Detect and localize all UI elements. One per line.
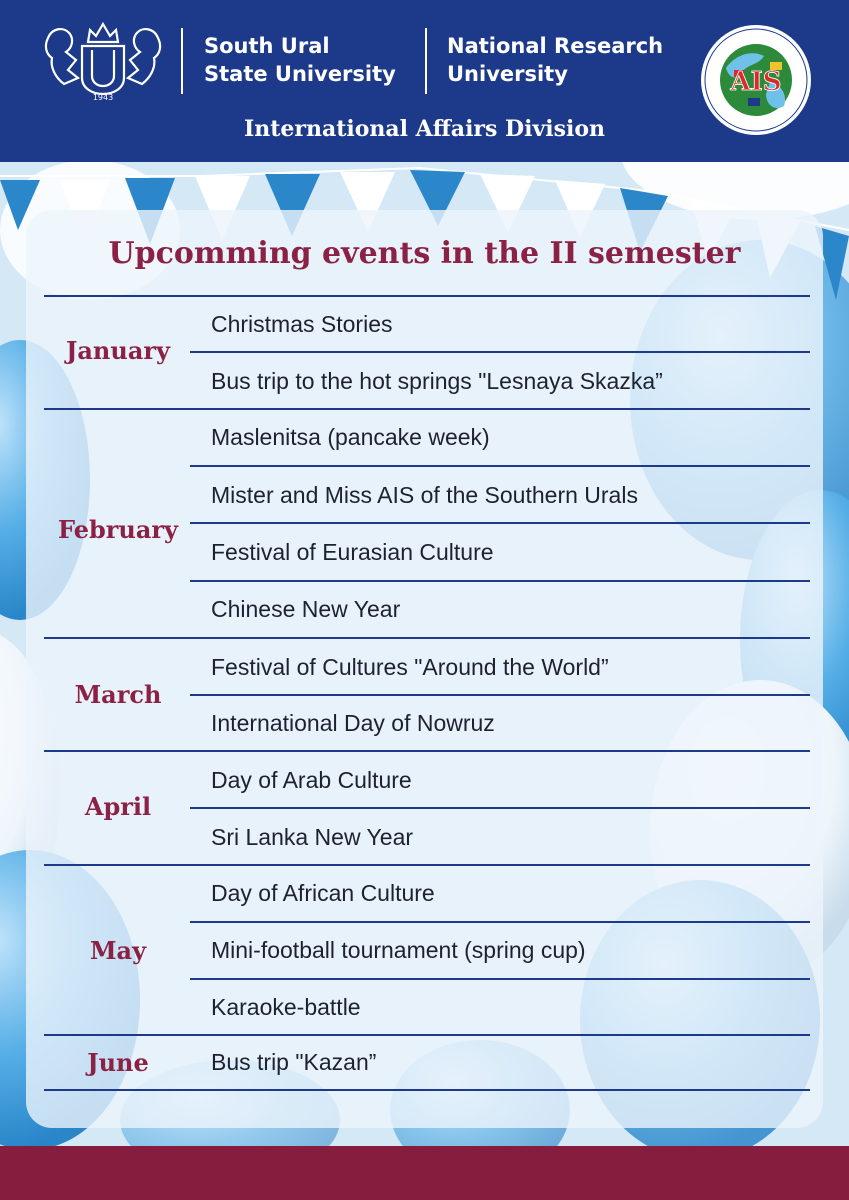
- event-item: Chinese New Year: [211, 596, 401, 622]
- event-item: Mini-football tournament (spring cup): [211, 937, 586, 963]
- event-item: Christmas Stories: [211, 311, 393, 337]
- susu-year: 1943: [92, 93, 114, 102]
- month-april: April: [84, 792, 152, 821]
- month-january: January: [66, 336, 170, 365]
- event-separator: [190, 694, 810, 696]
- event-separator: [190, 351, 810, 353]
- header-divider: [181, 28, 183, 94]
- event-item: Festival of Cultures "Around the World”: [211, 654, 609, 680]
- event-item: Day of Arab Culture: [211, 767, 412, 793]
- event-separator: [190, 465, 810, 467]
- event-separator: [190, 978, 810, 980]
- event-item: Bus trip to the hot springs "Lesnaya Skazka”: [211, 368, 663, 394]
- university-name: [204, 32, 396, 88]
- research-university: [447, 32, 663, 88]
- month-february: February: [57, 515, 178, 544]
- event-separator: [190, 580, 810, 582]
- university-name-line2: State University: [204, 62, 396, 86]
- event-item: Karaoke-battle: [211, 994, 361, 1020]
- event-separator: [190, 807, 810, 809]
- month-separator: [44, 1089, 810, 1091]
- research-line2: University: [447, 62, 568, 86]
- svg-text:AIS: AIS: [730, 67, 782, 97]
- month-separator: [44, 295, 810, 297]
- event-item: Mister and Miss AIS of the Southern Urals: [211, 482, 638, 508]
- research-line1: National Research: [447, 34, 664, 58]
- event-item: Festival of Eurasian Culture: [211, 539, 494, 565]
- event-item: International Day of Nowruz: [211, 710, 495, 736]
- month-separator: [44, 408, 810, 410]
- university-name-line1: South Ural: [204, 34, 330, 58]
- event-item: Bus trip "Kazan”: [211, 1049, 377, 1075]
- month-may: May: [89, 936, 147, 965]
- month-separator: [44, 637, 810, 639]
- month-separator: [44, 1034, 810, 1036]
- susu-crest-icon: [42, 20, 164, 102]
- event-separator: [190, 522, 810, 524]
- division-title: International Affairs Division: [243, 116, 606, 142]
- month-separator: [44, 750, 810, 752]
- page-title: Upcomming events in the II semester: [108, 236, 741, 271]
- header-divider: [425, 28, 427, 94]
- event-separator: [190, 921, 810, 923]
- month-march: March: [74, 680, 162, 709]
- month-separator: [44, 864, 810, 866]
- month-june: June: [87, 1048, 149, 1077]
- header-banner: [0, 0, 849, 162]
- event-item: Sri Lanka New Year: [211, 824, 414, 850]
- event-item: Day of African Culture: [211, 880, 435, 906]
- footer-bar: [0, 1146, 849, 1200]
- event-item: Maslenitsa (pancake week): [211, 424, 490, 450]
